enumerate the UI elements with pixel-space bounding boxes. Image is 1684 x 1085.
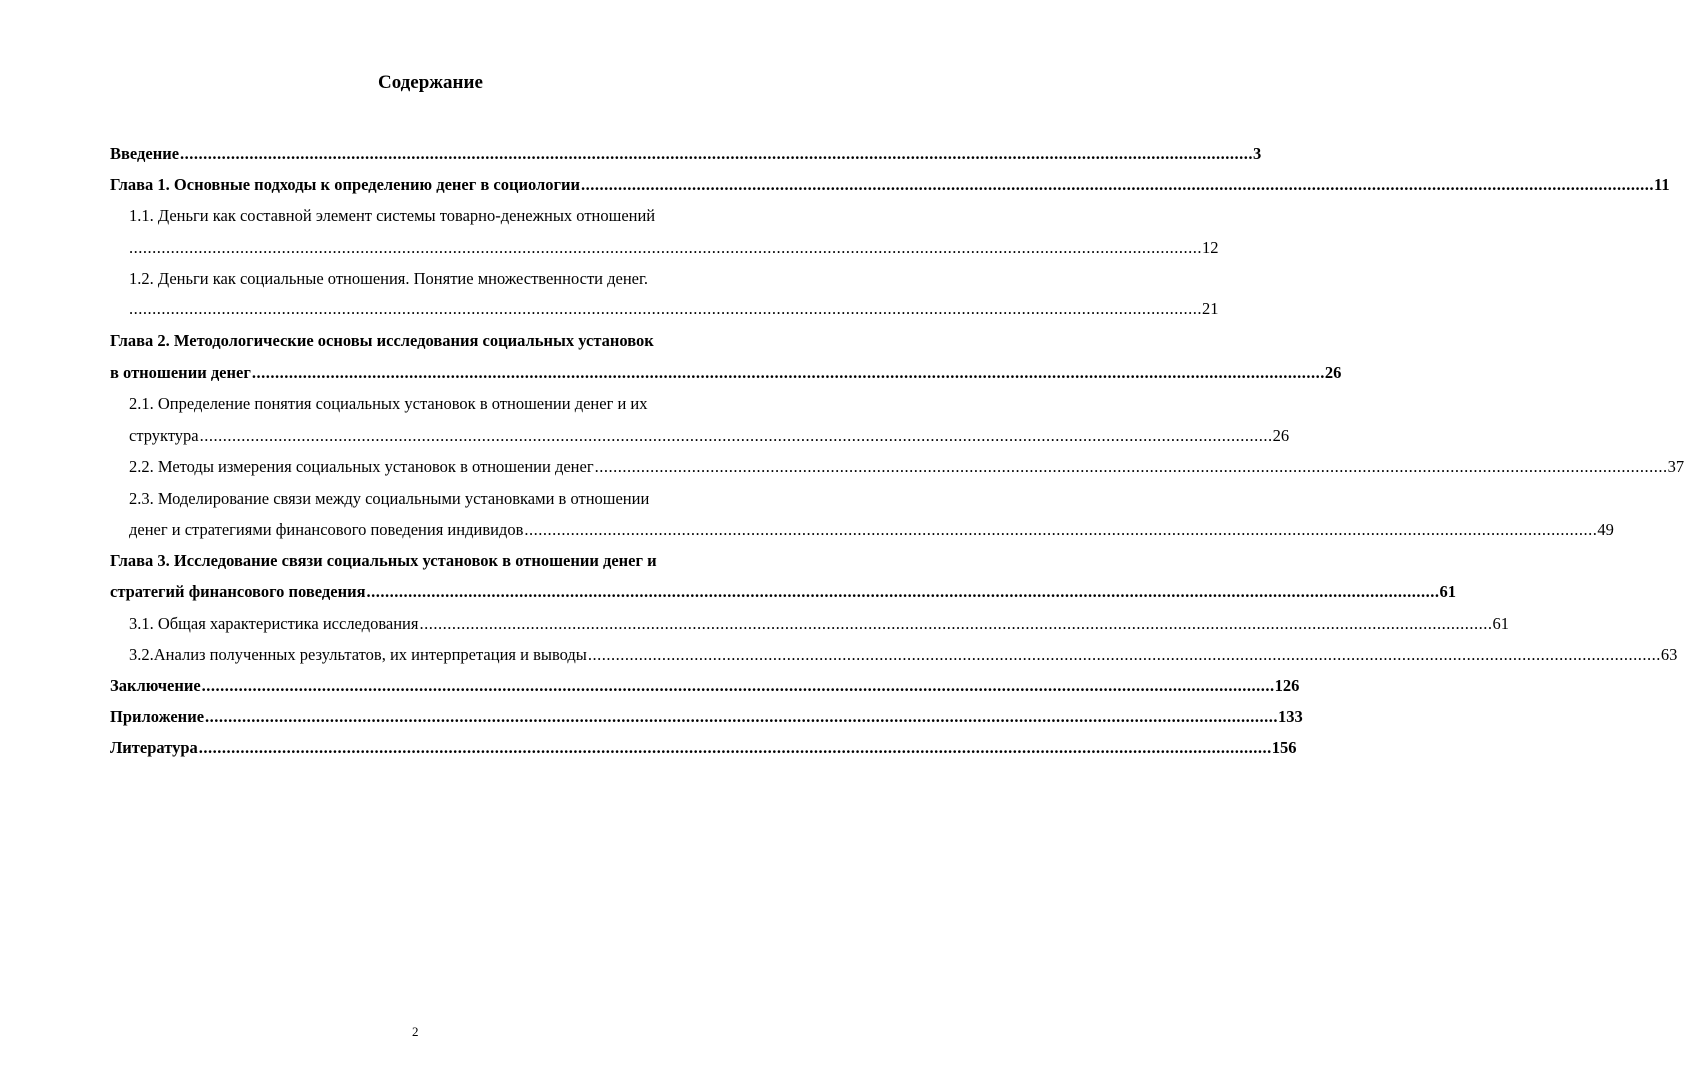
toc-leader-dots: ........................................................................................................................................................................................................................................ — [594, 457, 1668, 476]
toc-entry-chapter-3-line1[interactable]: Глава 3. Исследование связи социальных установок в отношении денег и — [110, 551, 657, 570]
toc-entry-2-1-line2[interactable] — [129, 425, 1290, 447]
toc-leader-dots: ........................................................................................................................................................................................................................................ — [587, 645, 1661, 664]
toc-page-number: 12 — [1202, 238, 1219, 257]
toc-leader-dots: ........................................................................................................................................................................................................................................ — [205, 707, 1279, 726]
toc-entry-text: Литература — [110, 738, 198, 757]
toc-page-number: 21 — [1202, 299, 1219, 318]
toc-page-number: 126 — [1274, 676, 1300, 695]
toc-page-number: 61 — [1492, 614, 1509, 633]
toc-entry-literature[interactable] — [110, 737, 1297, 759]
toc-entry-1-1-line2[interactable] — [129, 237, 1219, 259]
toc-leader-dots: ........................................................................................................................................................................................................................................ — [129, 299, 1202, 318]
toc-leader-dots: ........................................................................................................................................................................................................................................ — [419, 614, 1493, 633]
toc-page-number: 49 — [1597, 520, 1614, 539]
toc-entry-text: Введение — [110, 144, 180, 163]
toc-leader-dots: ........................................................................................................................................................................................................................................ — [201, 676, 1275, 695]
toc-entry-text: 3.1. Общая характеристика исследования — [129, 614, 419, 633]
toc-entry-text: в отношении денег — [110, 363, 251, 382]
toc-entry-text: Глава 1. Основные подходы к определению денег в социологии — [110, 175, 581, 194]
toc-entry-intro[interactable] — [110, 143, 1262, 165]
toc-page-number: 3 — [1253, 144, 1262, 163]
toc-entry-chapter-3-line2[interactable] — [110, 581, 1457, 603]
toc-leader-dots: ........................................................................................................................................................................................................................................ — [198, 738, 1272, 757]
toc-page-number: 133 — [1278, 707, 1303, 726]
toc-entry-1-2-line2[interactable] — [129, 298, 1219, 320]
toc-page-number: 156 — [1271, 738, 1297, 757]
toc-entry-text: Приложение — [110, 707, 205, 726]
toc-entry-conclusion[interactable] — [110, 675, 1300, 697]
toc-entry-chapter-2-line1[interactable]: Глава 2. Методологические основы исследования социальных установок — [110, 331, 654, 350]
toc-leader-dots: ........................................................................................................................................................................................................................................ — [524, 520, 1598, 539]
toc-entry-2-2[interactable] — [129, 456, 1684, 478]
toc-entry-3-1[interactable] — [129, 613, 1509, 635]
toc-page-number: 63 — [1660, 645, 1678, 664]
toc-entry-2-3-line2[interactable] — [129, 519, 1614, 541]
toc-entry-appendix[interactable] — [110, 706, 1303, 728]
toc-leader-dots: ........................................................................................................................................................................................................................................ — [581, 175, 1655, 194]
toc-page-number: 61 — [1439, 582, 1457, 601]
page-number: 2 — [412, 1024, 419, 1039]
toc-leader-dots: ........................................................................................................................................................................................................................................ — [199, 426, 1273, 445]
toc-entry-text: денег и стратегиями финансового поведения индивидов — [129, 520, 524, 539]
toc-entry-1-2-line1[interactable]: 1.2. Деньги как социальные отношения. Понятие множественности денег. — [129, 269, 649, 288]
toc-entry-text: 2.2. Методы измерения социальных установок в отношении денег — [129, 457, 594, 476]
toc-page-number: 11 — [1654, 175, 1670, 194]
toc-page-number: 26 — [1324, 363, 1342, 382]
toc-entry-text: структура — [129, 426, 199, 445]
toc-entry-3-2[interactable] — [129, 644, 1678, 666]
toc-entry-2-3-line1[interactable]: 2.3. Моделирование связи между социальными установками в отношении — [129, 489, 650, 508]
toc-page-number: 26 — [1272, 426, 1290, 445]
toc-entry-text: 3.2.Анализ полученных результатов, их интерпретация и выводы — [129, 645, 587, 664]
toc-entry-text: Заключение — [110, 676, 201, 695]
toc-entry-2-1-line1[interactable]: 2.1. Определение понятия социальных установок в отношении денег и их — [129, 394, 648, 413]
toc-entry-chapter-1[interactable] — [110, 174, 1670, 196]
toc-entry-text: стратегий финансового поведения — [110, 582, 366, 601]
toc-leader-dots: ........................................................................................................................................................................................................................................ — [251, 363, 1325, 382]
toc-leader-dots: ........................................................................................................................................................................................................................................ — [366, 582, 1440, 601]
toc-entry-1-1-line1[interactable]: 1.1. Деньги как составной элемент системы товарно-денежных отношений — [129, 206, 656, 225]
toc-page-number: 37 — [1667, 457, 1684, 476]
page-title: Содержание — [378, 72, 483, 93]
toc-leader-dots: ........................................................................................................................................................................................................................................ — [129, 238, 1202, 257]
toc-leader-dots: ........................................................................................................................................................................................................................................ — [180, 144, 1254, 163]
toc-entry-chapter-2-line2[interactable] — [110, 362, 1342, 384]
